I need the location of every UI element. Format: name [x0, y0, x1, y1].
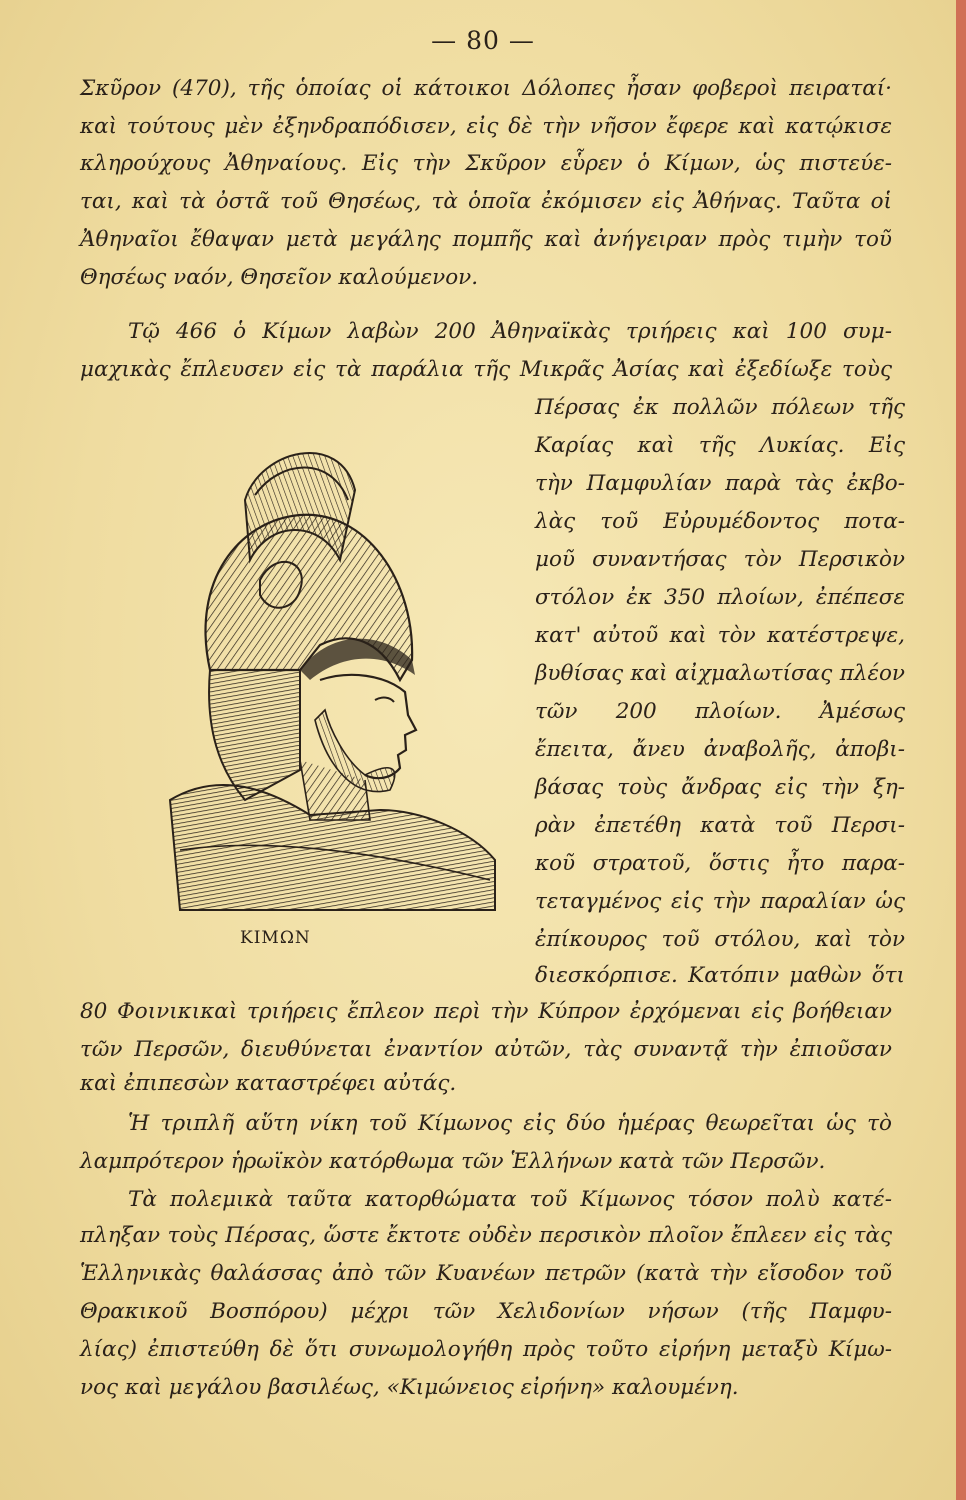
text-line: νος καὶ μεγάλου βασιλέως, «Κιμώνειος εἰρήνη» καλουμένη.	[80, 1375, 739, 1400]
text-line: λίας) ἐπιστεύθη δὲ ὅτι συνωμολογήθη πρὸς τοῦτο εἰρήνη μεταξὺ Κίμω-	[80, 1337, 892, 1362]
column-line: διεσκόρπισε. Κατόπιν μαθὼν ὅτι	[535, 963, 905, 988]
text-line: πληξαν τοὺς Πέρσας, ὥστε ἔκτοτε οὐδὲν περσικὸν πλοῖον ἔπλεεν εἰς τὰς	[80, 1223, 892, 1248]
text-line: τῶν Περσῶν, διευθύνεται ἐναντίον αὐτῶν, τὰς συναντᾷ τὴν ἐπιοῦσαν	[80, 1037, 892, 1062]
column-line: μοῦ συναντήσας τὸν Περσικὸν	[535, 547, 905, 572]
column-line: τῶν 200 πλοίων. Ἀμέσως	[535, 699, 905, 724]
text-line: Τὰ πολεμικὰ ταῦτα κατορθώματα τοῦ Κίμωνος τόσον πολὺ κατέ-	[128, 1187, 892, 1212]
text-line: Τῷ 466 ὁ Κίμων λαβὼν 200 Ἀθηναϊκὰς τριήρεις καὶ 100 συμ-	[128, 319, 892, 344]
column-line: τὴν Παμφυλίαν παρὰ τὰς ἐκβο-	[535, 471, 905, 496]
text-line: μαχικὰς ἔπλευσεν εἰς τὰ παράλια τῆς Μικρᾶς Ἀσίας καὶ ἐξεδίωξε τοὺς	[80, 357, 892, 382]
column-line: βυθίσας καὶ αἰχμαλωτίσας πλέον	[535, 661, 905, 686]
text-line: καὶ ἐπιπεσὼν καταστρέφει αὐτάς.	[80, 1071, 457, 1096]
column-line: λὰς τοῦ Εὐρυμέδοντος ποτα-	[535, 509, 905, 534]
column-line: βάσας τοὺς ἄνδρας εἰς τὴν ξη-	[535, 775, 905, 800]
column-line: Καρίας καὶ τῆς Λυκίας. Εἰς	[535, 433, 905, 458]
page-edge	[956, 0, 966, 1500]
text-line: Ἡ τριπλῆ αὕτη νίκη τοῦ Κίμωνος εἰς δύο ἡμέρας θεωρεῖται ὡς τὸ	[128, 1111, 892, 1136]
column-line: Πέρσας ἐκ πολλῶν πόλεων τῆς	[535, 395, 905, 420]
text-line: καὶ τούτους μὲν ἐξηνδραπόδισεν, εἰς δὲ τὴν νῆσον ἔφερε καὶ κατῴκισε	[80, 114, 892, 139]
column-line: στόλον ἐκ 350 πλοίων, ἐπέπεσε	[535, 585, 905, 610]
column-line: ρὰν ἐπετέθη κατὰ τοῦ Περσι-	[535, 813, 905, 838]
text-line: Ἀθηναῖοι ἔθαψαν μετὰ μεγάλης πομπῆς καὶ ἀνήγειραν πρὸς τιμὴν τοῦ	[80, 227, 892, 252]
text-line: Θησέως ναόν, Θησεῖον καλούμενον.	[80, 265, 479, 290]
kimon-portrait-illustration	[150, 430, 530, 920]
column-line: ἐπίκουρος τοῦ στόλου, καὶ τὸν	[535, 927, 905, 952]
column-line: κοῦ στρατοῦ, ὅστις ἦτο παρα-	[535, 851, 905, 876]
column-line: ἔπειτα, ἄνευ ἀναβολῆς, ἀποβι-	[535, 737, 905, 762]
page-number: — 80 —	[431, 26, 535, 55]
text-line: κληρούχους Ἀθηναίους. Εἰς τὴν Σκῦρον εὗρεν ὁ Κίμων, ὡς πιστεύε-	[80, 151, 892, 176]
text-line: Σκῦρον (470), τῆς ὁποίας οἱ κάτοικοι Δόλοπες ἦσαν φοβεροὶ πειραταί·	[80, 76, 892, 101]
text-line: λαμπρότερον ἡρωϊκὸν κατόρθωμα τῶν Ἑλλήνων κατὰ τῶν Περσῶν.	[80, 1149, 826, 1174]
portrait-caption: ΚΙΜΩΝ	[240, 928, 311, 948]
text-line: ται, καὶ τὰ ὀστᾶ τοῦ Θησέως, τὰ ὁποῖα ἐκόμισεν εἰς Ἀθήνας. Ταῦτα οἱ	[80, 189, 892, 214]
column-line: τεταγμένος εἰς τὴν παραλίαν ὡς	[535, 889, 905, 914]
column-line: κατ' αὐτοῦ καὶ τὸν κατέστρεψε,	[535, 623, 905, 648]
text-line: Θρακικοῦ Βοσπόρου) μέχρι τῶν Χελιδονίων νήσων (τῆς Παμφυ-	[80, 1299, 892, 1324]
text-line: Ἑλληνικὰς θαλάσσας ἀπὸ τῶν Κυανέων πετρῶν (κατὰ τὴν εἴσοδον τοῦ	[80, 1261, 892, 1286]
text-line: 80 Φοινικικαὶ τριήρεις ἔπλεον περὶ τὴν Κύπρον ἐρχόμεναι εἰς βοήθειαν	[80, 999, 892, 1024]
